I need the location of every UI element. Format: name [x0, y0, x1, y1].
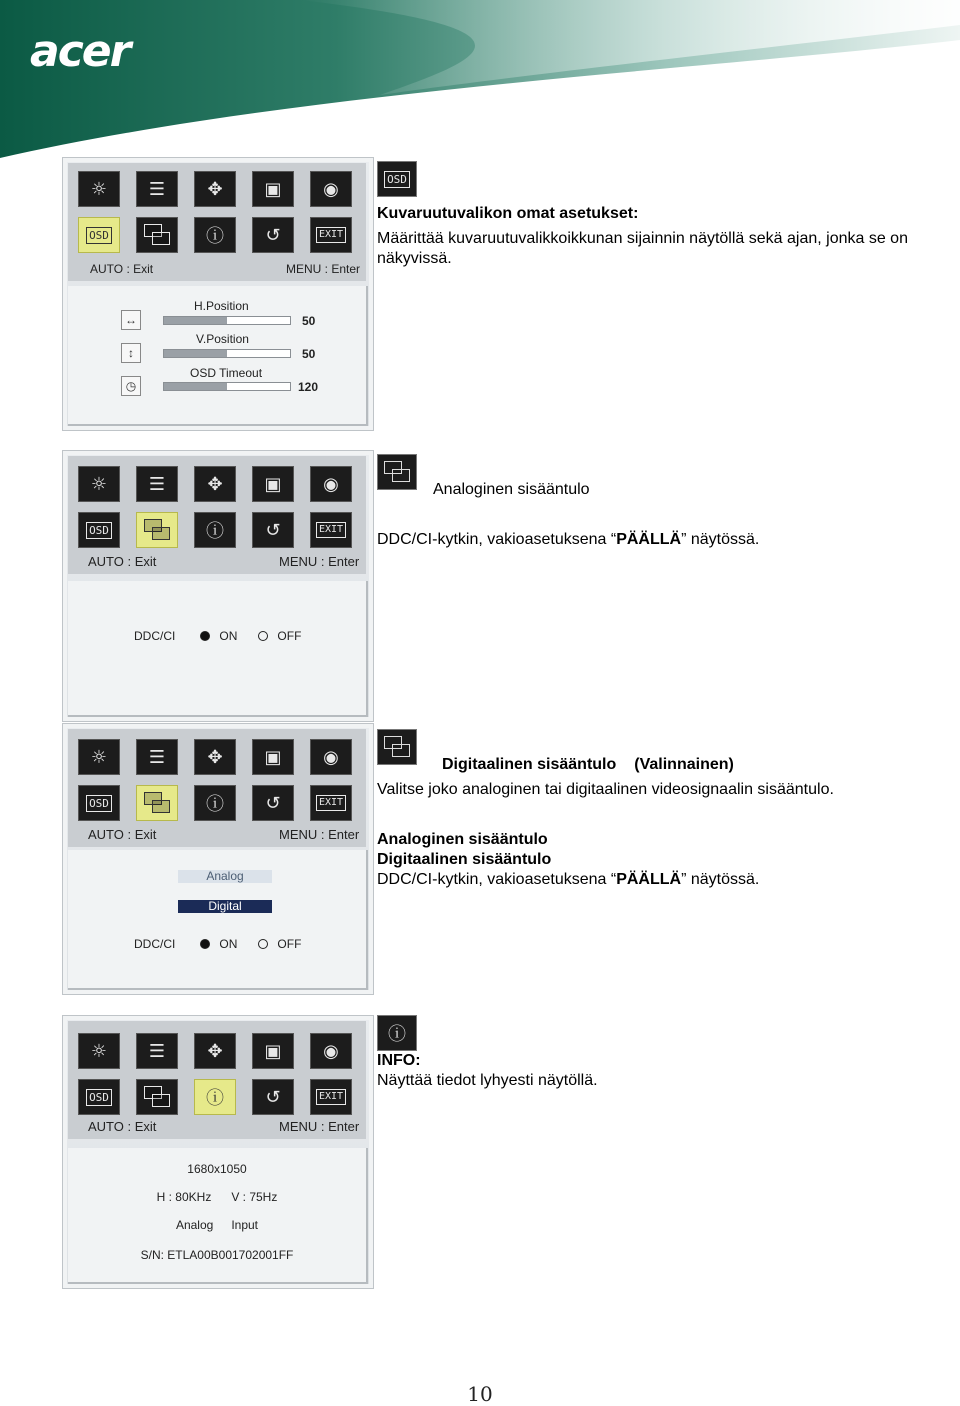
brightness-icon[interactable]: ☼ [78, 171, 120, 207]
osd-timeout-label: OSD Timeout [190, 366, 263, 380]
info-input-label: Input [231, 1218, 259, 1232]
section4-description: Näyttää tiedot lyhyesti näytöllä. [377, 1072, 598, 1089]
color-icon[interactable]: ▣ [252, 171, 294, 207]
osd-input-body [68, 850, 368, 990]
ddc-ci-label: DDC/CI [134, 629, 176, 643]
info-v-freq: V : 75Hz [231, 1190, 278, 1204]
info-serial: S/N: ETLA00B001702001FF [140, 1248, 294, 1262]
osd-icon[interactable]: OSD [78, 217, 120, 253]
section3-description: Valitse joko analoginen tai digitaalinen videosignaalin sisääntulo. [377, 781, 834, 798]
reset-icon[interactable]: ↺ [252, 1079, 294, 1115]
ddc-on-radio[interactable] [200, 631, 210, 641]
language-icon[interactable]: ◉ [310, 466, 352, 502]
picture-icon[interactable]: ☰ [136, 1033, 178, 1069]
osd-menu-bar [68, 456, 366, 574]
osd-panel-input-analog [62, 450, 374, 722]
color-icon[interactable]: ▣ [252, 466, 294, 502]
menu-enter-hint: MENU : Enter [286, 262, 361, 276]
section3-title-text: Digitaalinen sisääntulo [442, 756, 617, 773]
brightness-icon[interactable]: ☼ [78, 1033, 120, 1069]
info-icon[interactable]: ⓘ [194, 785, 236, 821]
osd-icon[interactable]: OSD [78, 512, 120, 548]
section1-description: Määrittää kuvaruutuvalikkoikkunan sijainnin näytöllä sekä ajan, jonka se on näkyvissä. [377, 230, 908, 267]
desc-text-end: ” näytössä. [681, 531, 760, 548]
info-icon: ⓘ [377, 1015, 417, 1051]
input-icon[interactable] [136, 217, 178, 253]
reset-icon[interactable]: ↺ [252, 785, 294, 821]
desc-bold: PÄÄLLÄ [616, 531, 682, 548]
ddc-on-label: ON [219, 629, 238, 643]
ddc-off-radio[interactable] [258, 631, 268, 641]
menu-enter-hint: MENU : Enter [279, 827, 360, 842]
analog-option[interactable]: Analog [178, 870, 272, 883]
osd-menu-bar [68, 729, 366, 847]
desc-text: DDC/CI-kytkin, vakioasetuksena “ [377, 531, 617, 548]
desc-text-end: ” näytössä. [681, 871, 760, 888]
osd-panel-info [62, 1015, 374, 1289]
reset-icon[interactable]: ↺ [252, 512, 294, 548]
picture-icon[interactable]: ☰ [136, 466, 178, 502]
color-icon[interactable]: ▣ [252, 739, 294, 775]
section3-ddc-description [377, 870, 759, 890]
picture-icon[interactable]: ☰ [136, 171, 178, 207]
auto-exit-hint: AUTO : Exit [90, 262, 154, 276]
digital-option[interactable]: Digital [178, 900, 272, 913]
color-icon[interactable]: ▣ [252, 1033, 294, 1069]
v-position-fill [164, 350, 227, 357]
clock-icon: ◷ [121, 376, 141, 396]
h-position-label: H.Position [194, 299, 249, 313]
section2-title: Analoginen sisääntulo [433, 481, 590, 498]
ddc-off-label: OFF [277, 937, 302, 951]
section3-title-suffix: (Valinnainen) [634, 756, 734, 773]
input-icon [377, 454, 417, 490]
exit-icon[interactable]: EXIT [310, 512, 352, 548]
section3-line-digital: Digitaalinen sisääntulo [377, 851, 552, 868]
ddc-on-label: ON [219, 937, 238, 951]
position-icon[interactable]: ✥ [194, 1033, 236, 1069]
reset-icon[interactable]: ↺ [252, 217, 294, 253]
ddc-off-radio[interactable] [258, 939, 268, 949]
osd-panel-settings [62, 157, 374, 431]
v-position-slider[interactable] [163, 349, 291, 358]
language-icon[interactable]: ◉ [310, 171, 352, 207]
brightness-icon[interactable]: ☼ [78, 739, 120, 775]
section3-title [442, 755, 734, 775]
info-frequency [68, 1190, 366, 1204]
position-icon[interactable]: ✥ [194, 466, 236, 502]
v-position-icon: ↕ [121, 343, 141, 363]
input-icon [377, 729, 417, 765]
osd-icon[interactable]: OSD [78, 785, 120, 821]
exit-icon[interactable]: EXIT [310, 785, 352, 821]
ddc-ci-setting [134, 629, 301, 643]
h-position-value: 50 [302, 314, 316, 328]
exit-icon[interactable]: EXIT [310, 217, 352, 253]
v-position-label: V.Position [196, 332, 249, 346]
auto-exit-hint: AUTO : Exit [88, 827, 157, 842]
h-position-fill [164, 317, 227, 324]
osd-info-body [68, 1148, 368, 1284]
info-resolution: 1680x1050 [187, 1162, 247, 1176]
osd-timeout-value: 120 [298, 380, 319, 394]
input-icon[interactable] [136, 785, 178, 821]
language-icon[interactable]: ◉ [310, 1033, 352, 1069]
auto-exit-hint: AUTO : Exit [88, 554, 157, 569]
section3-line-analog: Analoginen sisääntulo [377, 831, 548, 848]
v-position-value: 50 [302, 347, 316, 361]
position-icon[interactable]: ✥ [194, 171, 236, 207]
input-icon[interactable] [136, 1079, 178, 1115]
osd-panel-input-digital [62, 723, 374, 995]
osd-menu-bar [68, 163, 366, 281]
osd-input-body [68, 581, 368, 717]
section2-description [377, 530, 759, 550]
h-position-icon: ↔ [121, 310, 141, 330]
info-icon[interactable]: ⓘ [194, 1079, 236, 1115]
info-input-type: Analog [175, 1218, 214, 1232]
ddc-ci-setting [134, 937, 301, 951]
page-header [0, 0, 960, 160]
input-icon[interactable] [136, 512, 178, 548]
page-number: 10 [467, 1382, 493, 1406]
info-input [68, 1218, 366, 1232]
section4-heading: INFO: [377, 1052, 421, 1069]
ddc-off-label: OFF [277, 629, 302, 643]
section1-heading: Kuvaruutuvalikon omat asetukset: [377, 205, 639, 222]
menu-enter-hint: MENU : Enter [279, 554, 360, 569]
osd-timeout-slider[interactable] [163, 382, 291, 391]
acer-logo: acer [30, 26, 130, 77]
auto-exit-hint: AUTO : Exit [88, 1119, 157, 1134]
language-icon[interactable]: ◉ [310, 739, 352, 775]
ddc-ci-label: DDC/CI [134, 937, 176, 951]
info-icon[interactable]: ⓘ [194, 217, 236, 253]
desc-text: DDC/CI-kytkin, vakioasetuksena “ [377, 871, 617, 888]
position-icon[interactable]: ✥ [194, 739, 236, 775]
info-icon[interactable]: ⓘ [194, 512, 236, 548]
osd-icon[interactable]: OSD [78, 1079, 120, 1115]
brightness-icon[interactable]: ☼ [78, 466, 120, 502]
osd-menu-bar [68, 1021, 366, 1139]
desc-bold: PÄÄLLÄ [616, 871, 682, 888]
header-swoosh [0, 0, 960, 160]
exit-icon[interactable]: EXIT [310, 1079, 352, 1115]
osd-timeout-fill [164, 383, 227, 390]
menu-enter-hint: MENU : Enter [279, 1119, 360, 1134]
ddc-on-radio[interactable] [200, 939, 210, 949]
osd-settings-body [68, 286, 368, 426]
info-h-freq: H : 80KHz [156, 1190, 212, 1204]
picture-icon[interactable]: ☰ [136, 739, 178, 775]
h-position-slider[interactable] [163, 316, 291, 325]
osd-icon: OSD [377, 161, 417, 197]
